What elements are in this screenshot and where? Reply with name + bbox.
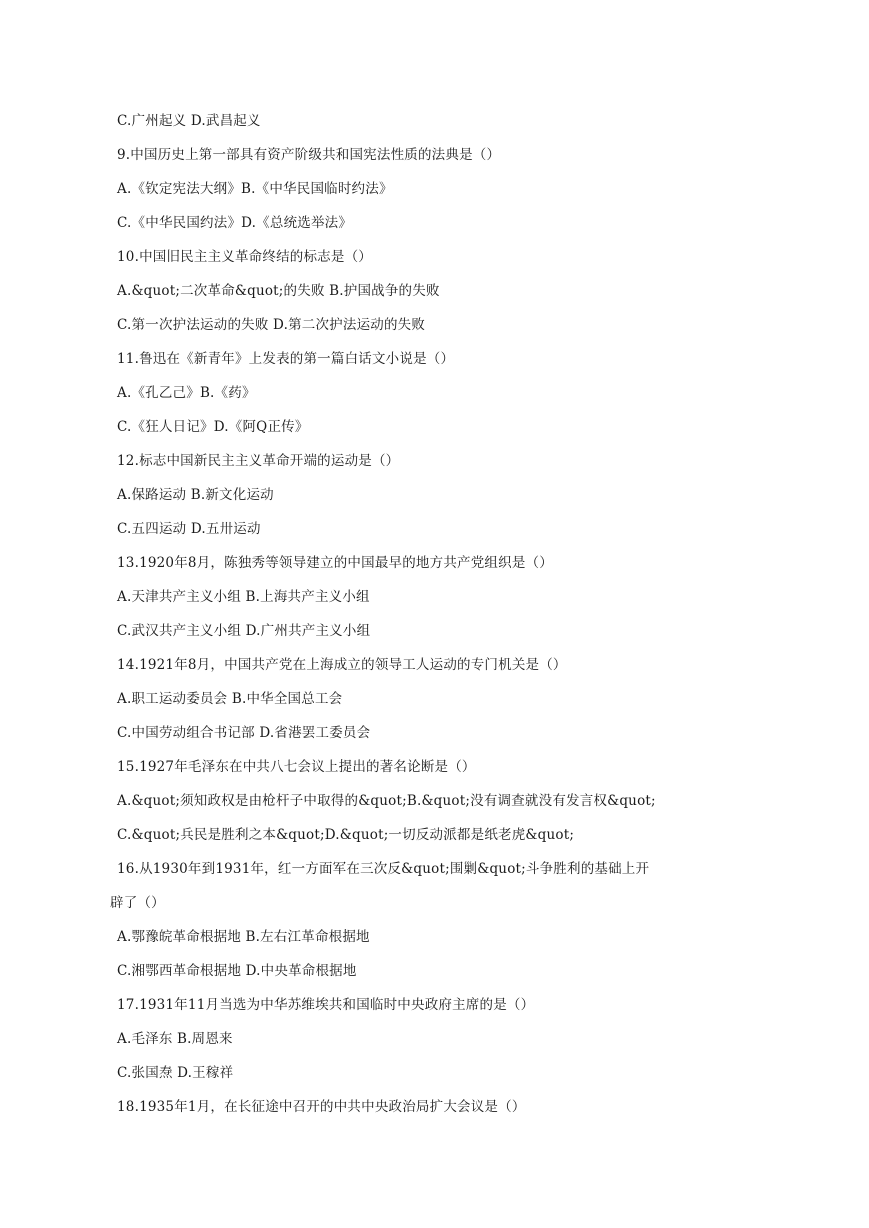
question-12: 12.标志中国新民主主义革命开端的运动是（） xyxy=(117,453,400,469)
answer-options-line: A.毛泽东 B.周恩来 xyxy=(117,1031,233,1047)
answer-options-line: A.《孔乙己》B.《药》 xyxy=(117,385,256,401)
question-17: 17.1931年11月当选为中华苏维埃共和国临时中央政府主席的是（） xyxy=(117,997,535,1013)
answer-options-line: A.&quot;须知政权是由枪杆子中取得的&quot;B.&quot;没有调查就没有发言权&quot; xyxy=(117,793,656,809)
answer-options-line: A.《钦定宪法大纲》B.《中华民国临时约法》 xyxy=(117,181,393,197)
answer-options-line: C.《中华民国约法》D.《总统选举法》 xyxy=(117,215,353,231)
question-18: 18.1935年1月，在长征途中召开的中共中央政治局扩大会议是（） xyxy=(117,1099,526,1115)
answer-options-line: C.湘鄂西革命根据地 D.中央革命根据地 xyxy=(117,963,357,979)
answer-options-line: C.中国劳动组合书记部 D.省港罢工委员会 xyxy=(117,725,371,741)
question-14: 14.1921年8月，中国共产党在上海成立的领导工人运动的专门机关是（） xyxy=(117,657,567,673)
document-body xyxy=(110,104,757,1124)
answer-options-line: C.广州起义 D.武昌起义 xyxy=(117,113,261,129)
answer-options-line: C.武汉共产主义小组 D.广州共产主义小组 xyxy=(117,623,371,639)
answer-options-line: C.五四运动 D.五卅运动 xyxy=(117,521,261,537)
question-13: 13.1920年8月，陈独秀等领导建立的中国最早的地方共产党组织是（） xyxy=(117,555,553,571)
question-16: 16.从1930年到1931年，红一方面军在三次反&quot;围剿&quot;斗争胜利的基础上开 xyxy=(117,861,650,877)
answer-options-line: C.&quot;兵民是胜利之本&quot;D.&quot;一切反动派都是纸老虎&quot; xyxy=(117,827,575,843)
answer-options-line: A.职工运动委员会 B.中华全国总工会 xyxy=(117,691,343,707)
question-11: 11.鲁迅在《新青年》上发表的第一篇白话文小说是（） xyxy=(117,351,455,367)
answer-options-line: C.《狂人日记》D.《阿Q正传》 xyxy=(117,419,309,435)
question-16-continuation: 辟了（） xyxy=(110,895,165,911)
question-10: 10.中国旧民主主义革命终结的标志是（） xyxy=(117,249,372,265)
answer-options-line: A.&quot;二次革命&quot;的失败 B.护国战争的失败 xyxy=(117,283,440,299)
answer-options-line: C.张国焘 D.王稼祥 xyxy=(117,1065,234,1081)
question-9: 9.中国历史上第一部具有资产阶级共和国宪法性质的法典是（） xyxy=(117,147,501,163)
answer-options-line: A.天津共产主义小组 B.上海共产主义小组 xyxy=(117,589,370,605)
answer-options-line: A.鄂豫皖革命根据地 B.左右江革命根据地 xyxy=(117,929,370,945)
answer-options-line: A.保路运动 B.新文化运动 xyxy=(117,487,274,503)
answer-options-line: C.第一次护法运动的失败 D.第二次护法运动的失败 xyxy=(117,317,426,333)
question-15: 15.1927年毛泽东在中共八七会议上提出的著名论断是（） xyxy=(117,759,476,775)
